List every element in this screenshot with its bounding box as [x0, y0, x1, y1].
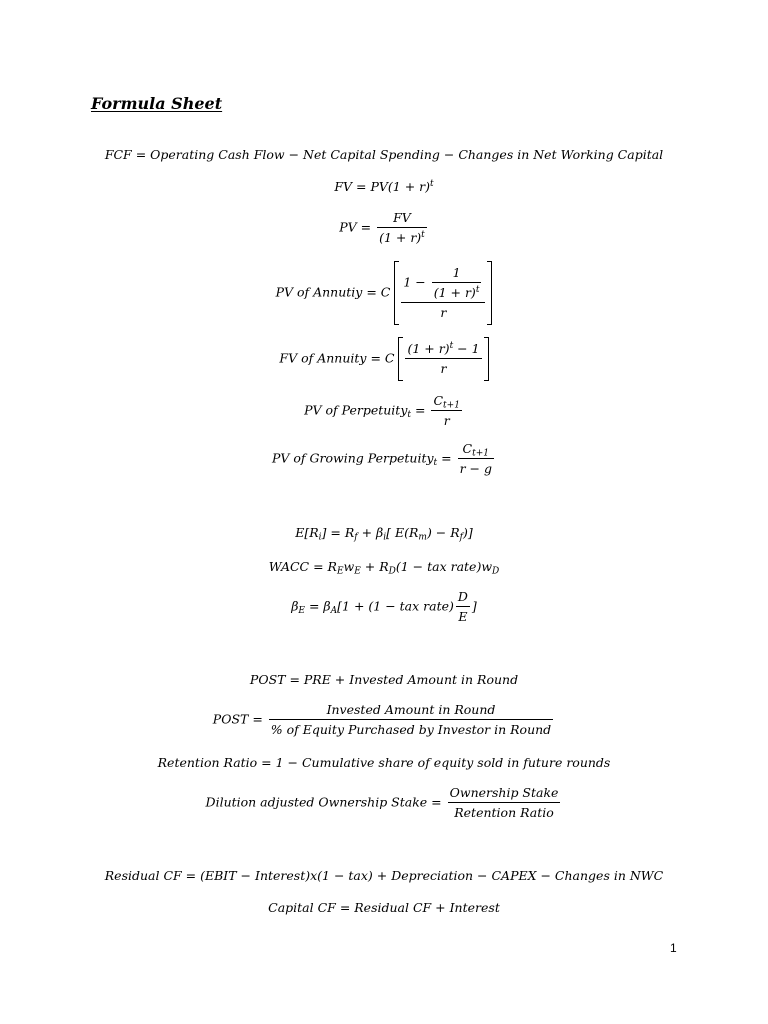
denominator-text: (1 + r) [433, 285, 476, 300]
subscript: D [492, 566, 500, 577]
formula-text: β [291, 598, 299, 614]
subscript: t+1 [443, 400, 460, 411]
fraction-numerator [405, 341, 481, 359]
formula-text: POST = PRE + Invested Amount in Round [249, 672, 519, 687]
formula-text: FV = PV(1 + r) [334, 179, 431, 194]
superscript: t [449, 341, 454, 352]
fraction-numerator [431, 393, 461, 411]
formula-text: ] = R [321, 525, 355, 540]
formula-lhs: PV = [339, 219, 376, 235]
formula-text: Retention Ratio = 1 − Cumulative share of equity sold in future rounds [157, 755, 611, 770]
formula-expression [295, 525, 473, 541]
formula-beta-equity [0, 589, 768, 625]
denominator-text: (1 + r) [379, 230, 422, 245]
fraction [401, 265, 485, 321]
fraction [269, 702, 553, 738]
formula-expression [334, 179, 433, 195]
right-bracket [484, 337, 489, 381]
formula-expression [291, 589, 477, 625]
fraction [405, 341, 481, 377]
bracket-group [398, 337, 488, 381]
subscript: f [354, 532, 358, 543]
formula-capital-cf [0, 900, 768, 916]
formula-expression [304, 393, 464, 429]
formula-text: )] [463, 525, 473, 540]
formula-text: WACC = R [268, 559, 337, 574]
fraction-denominator: r [443, 413, 450, 428]
formula-lhs: Dilution adjusted Ownership Stake = [205, 794, 446, 810]
fraction-denominator: % of Equity Purchased by Investor in Round [270, 722, 552, 737]
formula-post-money-sum [0, 672, 768, 688]
formula-expression [276, 261, 493, 325]
formula-dilution-adjusted-stake [0, 785, 768, 821]
equals-sign: = [411, 402, 430, 418]
formula-expression [279, 337, 488, 381]
formula-pv-growing-perpetuity [0, 441, 768, 477]
subscript: m [418, 532, 427, 543]
formula-capm [0, 525, 768, 541]
formula-retention-ratio [0, 755, 768, 771]
formula-text: + R [360, 559, 389, 574]
subscript: A [330, 606, 338, 617]
subscript: t [433, 458, 438, 469]
fraction-denominator [377, 228, 427, 246]
fraction-numerator: 1 [432, 265, 482, 283]
formula-text: [ E(R [386, 525, 419, 540]
formula-text: = β [305, 598, 331, 614]
fraction-numerator: D [456, 589, 470, 607]
formula-lhs: POST = [212, 711, 267, 727]
formula-expression [206, 785, 563, 821]
fraction-denominator [432, 283, 482, 301]
inner-fraction [432, 265, 482, 301]
numerator-text: C [433, 393, 444, 408]
bracket-group [394, 261, 492, 325]
formula-expression [213, 702, 555, 738]
fraction [431, 393, 461, 429]
formula-expression [339, 210, 429, 246]
superscript: t [430, 179, 434, 190]
formula-text: FCF = Operating Cash Flow − Net Capital Spending − Changes in Net Working Capital [104, 147, 664, 162]
formula-text: Capital CF = Residual CF + Interest [268, 900, 500, 915]
fraction-denominator: r [440, 361, 447, 376]
numerator-text: − 1 [453, 341, 480, 356]
formula-expression [269, 559, 500, 575]
formula-text: w [343, 559, 355, 574]
fraction-numerator: Invested Amount in Round [269, 702, 553, 720]
formula-future-value [0, 179, 768, 195]
page-number: 1 [670, 941, 677, 955]
formula-fv-annuity [0, 337, 768, 381]
subscript: D [388, 566, 396, 577]
subscript: E [354, 566, 361, 577]
page-title: Formula Sheet [91, 94, 223, 113]
superscript: t [421, 230, 425, 241]
fraction-numerator: FV [377, 210, 427, 228]
subscript: t [407, 410, 412, 421]
numerator-text: (1 + r) [407, 341, 450, 356]
fraction-numerator [401, 265, 485, 303]
formula-text: ] [471, 598, 477, 614]
equals-sign: = [437, 450, 456, 466]
fraction [377, 210, 427, 246]
formula-fcf [0, 147, 768, 163]
formula-lhs: FV of Annuity = C [279, 350, 399, 366]
formula-text: E[R [295, 525, 319, 540]
superscript: t [475, 285, 480, 296]
left-bracket [394, 261, 399, 325]
subscript: i [383, 532, 387, 543]
left-bracket [398, 337, 403, 381]
subscript: i [318, 532, 322, 543]
right-bracket [487, 261, 492, 325]
formula-lhs: PV of Perpetuity [304, 402, 408, 418]
fraction-denominator: r − g [459, 461, 492, 476]
fraction-denominator: Retention Ratio [454, 805, 554, 820]
formula-wacc [0, 559, 768, 575]
numerator-text: C [462, 441, 473, 456]
formula-text: (1 − tax rate)w [395, 559, 493, 574]
subscript: E [298, 606, 305, 617]
formula-present-value [0, 210, 768, 246]
numerator-text: 1 − [403, 274, 430, 290]
fraction-denominator: r [440, 305, 447, 320]
formula-text: [1 + (1 − tax rate) [337, 598, 454, 614]
formula-text: Residual CF = (EBIT − Interest)x(1 − tax) + Depreciation − CAPEX − Changes in NWC [104, 868, 664, 883]
fraction-numerator: Ownership Stake [448, 785, 561, 803]
formula-pv-perpetuity [0, 393, 768, 429]
formula-pv-annuity [0, 261, 768, 325]
formula-expression [272, 441, 496, 477]
formula-residual-cf [0, 868, 768, 884]
fraction [456, 589, 470, 625]
subscript: f [459, 532, 464, 543]
formula-lhs: PV of Growing Perpetuity [272, 450, 434, 466]
formula-lhs: PV of Annutiy = C [275, 284, 395, 300]
subscript: t+1 [472, 448, 490, 459]
subscript: E [336, 566, 344, 577]
fraction [448, 785, 561, 821]
formula-text: ) − R [426, 525, 460, 540]
formula-post-money-ratio [0, 702, 768, 738]
fraction [458, 441, 494, 477]
fraction-denominator: E [458, 609, 468, 624]
formula-text: + β [357, 525, 384, 540]
fraction-numerator [458, 441, 494, 459]
